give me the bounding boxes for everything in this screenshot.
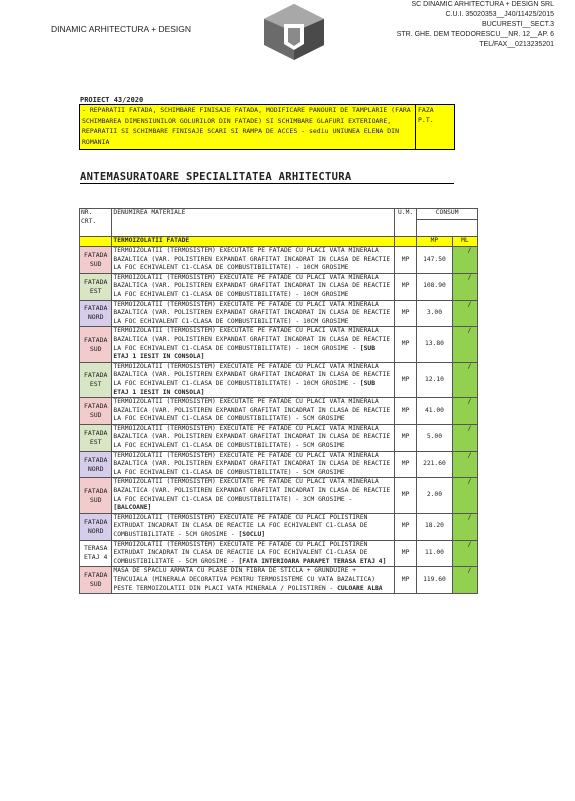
table-row	[80, 362, 478, 397]
row-quantity-mp: 41.00	[417, 398, 452, 425]
row-description	[112, 567, 395, 594]
row-um: MP	[394, 540, 416, 567]
info-line: STR. GHE. DEM TEODORESCU__NR. 12__AP. 6	[396, 31, 554, 38]
section-row	[80, 237, 478, 247]
table-row	[80, 540, 478, 567]
faza-value: P.T.	[418, 116, 434, 124]
row-text: TERMOIZOLATII (TERMOSISTEM) EXECUTATE PE FATADE CU PLACI POLISTIREN EXTRUDAT INCADRAT IN CLASA DE REACTIE LA FOC ECHIVALENT C1-CLASA DE COMBUSTIBILITATE - 5CM GROSIME -	[113, 513, 368, 538]
row-text-bold: CULOARE ALBA	[337, 584, 383, 592]
title-underline	[80, 183, 454, 184]
row-text: TERMOIZOLATII (TERMOSISTEM) EXECUTATE PE FATADE CU PLACI POLISTIREN EXTRUDAT INCADRAT IN CLASA DE REACTIE LA FOC ECHIVALENT C1-CLASA DE COMBUSTIBILITATE - 5CM GROSIME -	[113, 540, 368, 565]
row-text-bold: [SUB ETAJ 1 IESIT IN CONSOLA]	[113, 379, 375, 396]
row-quantity-mp: 12.10	[417, 362, 452, 397]
row-um: MP	[394, 247, 416, 274]
table-row	[80, 398, 478, 425]
table-header-row	[80, 209, 478, 220]
row-text-bold: [BALCOANE]	[113, 504, 152, 512]
row-location: FATADA SUD	[80, 478, 112, 513]
row-description	[112, 300, 395, 327]
row-text: TERMOIZOLATII (TERMOSISTEM) EXECUTATE PE FATADE CU PLACI VATA MINERALA BAZALTICA (VAR. POLISTIREN EXPANDAT GRAFITAT INCADRAT IN CLASA DE REACTIE LA FOC ECHIVALENT C1-CLASA DE COMBUSTIBILITATE) - 5CM GROSIME	[113, 398, 391, 423]
row-location: FATADA SUD	[80, 327, 112, 362]
row-um: MP	[394, 300, 416, 327]
row-description	[112, 327, 395, 362]
row-ml-value: /	[467, 567, 472, 575]
info-line: TEL/FAX__0213235201	[479, 41, 554, 48]
row-um: MP	[394, 273, 416, 300]
materials-table	[79, 208, 478, 594]
row-text-bold: [SOCLU]	[238, 531, 266, 538]
row-um: MP	[394, 567, 416, 594]
row-ml-value: /	[467, 362, 472, 370]
header-consum: CONSUM	[417, 209, 478, 220]
row-location: FATADA SUD	[80, 247, 112, 274]
row-location: FATADA NORD	[80, 300, 112, 327]
project-description: - REPARATII FATADA, SCHIMBARE FINISAJE FATADA, MODIFICARE PANOURI DE TAMPLARIE (FARA SCHIMBAREA DIMENSIUNILOR GOLURILOR DIN FATADE) SI SCHIMBARE GLAFURI EXTERIOARE, REPARATII SI SCHIMBARE FINISAJE SCARI SI RAMPA DE ACCES - sediu UNIUNEA ELENA DIN ROMANIA	[80, 105, 416, 149]
row-ml-value: /	[467, 540, 472, 548]
row-description	[112, 398, 395, 425]
row-text: TERMOIZOLATII (TERMOSISTEM) EXECUTATE PE FATADE CU PLACI VATA MINERALA BAZALTICA (VAR. POLISTIREN EXPANDAT GRAFITAT INCADRAT IN CLASA DE REACTIE LA FOC ECHIVALENT C1-CLASA DE COMBUSTIBILITATE) - 10CM GROSIME	[113, 300, 391, 325]
row-quantity-ml	[452, 424, 477, 451]
row-text: TERMOIZOLATII (TERMOSISTEM) EXECUTATE PE FATADE CU PLACI VATA MINERALA BAZALTICA (VAR. POLISTIREN EXPANDAT GRAFITAT INCADRAT IN CLASA DE REACTIE LA FOC ECHIVALENT C1-CLASA DE COMBUSTIBILITATE) - 10CM GROSIME	[113, 273, 391, 298]
header-nr: NR. CRT.	[80, 209, 112, 237]
table-row	[80, 424, 478, 451]
company-info	[397, 0, 554, 50]
row-text-bold: [FATA INTERIOARA PARAPET TERASA ETAJ 4]	[238, 557, 387, 565]
row-ml-value: /	[467, 513, 472, 521]
row-um: MP	[394, 362, 416, 397]
page-title: ANTEMASURATOARE SPECIALITATEA ARHITECTURA	[80, 171, 352, 183]
header-mp: MP	[417, 237, 452, 247]
row-um: MP	[394, 398, 416, 425]
row-text: TERMOIZOLATII (TERMOSISTEM) EXECUTATE PE FATADE CU PLACI VATA MINERALA BAZALTICA (VAR. POLISTIREN EXPANDAT GRAFITAT INCADRAT IN CLASA DE REACTIE LA FOC ECHIVALENT C1-CLASA DE COMBUSTIBILITATE) - 10CM GROSIME -	[113, 327, 391, 352]
row-quantity-mp: 221.60	[417, 451, 452, 478]
row-text: TERMOIZOLATII (TERMOSISTEM) EXECUTATE PE FATADE CU PLACI VATA MINERALA BAZALTICA (VAR. POLISTIREN EXPANDAT GRAFITAT INCADRAT IN CLASA DE REACTIE LA FOC ECHIVALENT C1-CLASA DE COMBUSTIBILITATE) - 10CM GROSIME	[113, 247, 391, 272]
row-location: FATADA NORD	[80, 513, 112, 540]
row-ml-value: /	[467, 300, 472, 308]
row-ml-value: /	[467, 424, 472, 432]
row-location: FATADA EST	[80, 273, 112, 300]
row-description	[112, 273, 395, 300]
header-denumire: DENUMIREA MATERIALE	[112, 209, 395, 237]
info-line: BUCURESTI__SECT.3	[482, 21, 554, 28]
row-quantity-ml	[452, 398, 477, 425]
row-um: MP	[394, 513, 416, 540]
row-quantity-ml	[452, 540, 477, 567]
row-description	[112, 424, 395, 451]
project-box	[79, 104, 455, 150]
table-row	[80, 247, 478, 274]
row-description	[112, 478, 395, 513]
row-quantity-mp: 119.60	[417, 567, 452, 594]
row-text-bold: [SUB ETAJ 1 IESIT IN CONSOLA]	[113, 344, 375, 361]
row-quantity-ml	[452, 327, 477, 362]
table-row	[80, 478, 478, 513]
row-quantity-ml	[452, 451, 477, 478]
project-phase	[416, 105, 454, 149]
row-description	[112, 540, 395, 567]
row-ml-value: /	[467, 327, 472, 335]
info-line: C.U.I. 35020353__J40/11425/2015	[445, 11, 554, 18]
row-text: TERMOIZOLATII (TERMOSISTEM) EXECUTATE PE FATADE CU PLACI VATA MINERALA BAZALTICA (VAR. POLISTIREN EXPANDAT GRAFITAT INCADRAT IN CLASA DE REACTIE LA FOC ECHIVALENT C1-CLASA DE COMBUSTIBILITATE) - 5CM GROSIME	[113, 424, 391, 450]
header-um: U.M.	[394, 209, 416, 237]
row-description	[112, 247, 395, 274]
row-quantity-ml	[452, 247, 477, 274]
row-quantity-ml	[452, 273, 477, 300]
row-quantity-ml	[452, 478, 477, 513]
row-um: MP	[394, 451, 416, 478]
row-quantity-mp: 18.20	[417, 513, 452, 540]
row-um: MP	[394, 478, 416, 513]
row-description	[112, 451, 395, 478]
company-name: DINAMIC ARHITECTURA + DESIGN	[51, 24, 192, 34]
table-row	[80, 451, 478, 478]
row-quantity-mp: 2.00	[417, 478, 452, 513]
row-quantity-ml	[452, 362, 477, 397]
company-logo	[262, 2, 326, 62]
row-description	[112, 362, 395, 397]
row-quantity-mp: 3.00	[417, 300, 452, 327]
row-location: FATADA SUD	[80, 567, 112, 594]
row-ml-value: /	[467, 451, 472, 459]
row-quantity-mp: 5.00	[417, 424, 452, 451]
row-um: MP	[394, 327, 416, 362]
table-row	[80, 273, 478, 300]
row-description	[112, 513, 395, 540]
row-ml-value: /	[467, 398, 472, 406]
row-um: MP	[394, 424, 416, 451]
row-quantity-ml	[452, 513, 477, 540]
row-ml-value: /	[467, 273, 472, 281]
row-ml-value: /	[467, 478, 472, 486]
row-quantity-mp: 147.50	[417, 247, 452, 274]
row-quantity-mp: 11.00	[417, 540, 452, 567]
row-quantity-ml	[452, 567, 477, 594]
table-row	[80, 513, 478, 540]
section-title: TERMOIZOLATII FATADE	[112, 237, 395, 247]
table-row	[80, 300, 478, 327]
row-location: FATADA EST	[80, 424, 112, 451]
row-text: MASA DE SPACLU ARMATA CU PLASE DIN FIBRA DE STICLA + GRUNDUIRE + TENCUIALA (MINERALA DECORATIVA PENTRU TERMOSISTEME CU VATA BAZALTICA) PESTE TERMOIZOLATII DIN PLACI VATA MINERALA / POLISTIREN -	[113, 567, 375, 592]
table-row	[80, 327, 478, 362]
row-location: FATADA EST	[80, 362, 112, 397]
row-text: TERMOIZOLATII (TERMOSISTEM) EXECUTATE PE FATADE CU PLACI VATA MINERALA BAZALTICA (VAR. POLISTIREN EXPANDAT GRAFITAT INCADRAT IN CLASA DE REACTIE LA FOC ECHIVALENT C1-CLASA DE COMBUSTIBILITATE) - 10CM GROSIME -	[113, 362, 391, 387]
row-location: FATADA SUD	[80, 398, 112, 425]
info-line: SC DINAMIC ARHITECTURA + DESIGN SRL	[411, 1, 554, 8]
row-quantity-mp: 108.90	[417, 273, 452, 300]
row-text: TERMOIZOLATII (TERMOSISTEM) EXECUTATE PE FATADE CU PLACI VATA MINERALA BAZALTICA (VAR. POLISTIREN EXPANDAT GRAFITAT INCADRAT IN CLASA DE REACTIE LA FOC ECHIVALENT C1-CLASA DE COMBUSTIBILITATE) - 5CM GROSIME	[113, 451, 391, 476]
table-row	[80, 567, 478, 594]
row-text: TERMOIZOLATII (TERMOSISTEM) EXECUTATE PE FATADE CU PLACI VATA MINERALA BAZALTICA (VAR. POLISTIREN EXPANDAT GRAFITAT INCADRAT IN CLASA DE REACTIE LA FOC ECHIVALENT C1-CLASA DE COMBUSTIBILITATE) - 3CM GROSIME -	[113, 478, 391, 503]
row-location: FATADA NORD	[80, 451, 112, 478]
row-location: TERASA ETAJ 4	[80, 540, 112, 567]
row-ml-value: /	[467, 247, 472, 254]
header-ml: ML	[452, 237, 477, 247]
row-quantity-ml	[452, 300, 477, 327]
faza-label: FAZA	[418, 106, 434, 114]
row-quantity-mp: 13.80	[417, 327, 452, 362]
project-label: PROIECT 43/2020	[80, 96, 144, 104]
